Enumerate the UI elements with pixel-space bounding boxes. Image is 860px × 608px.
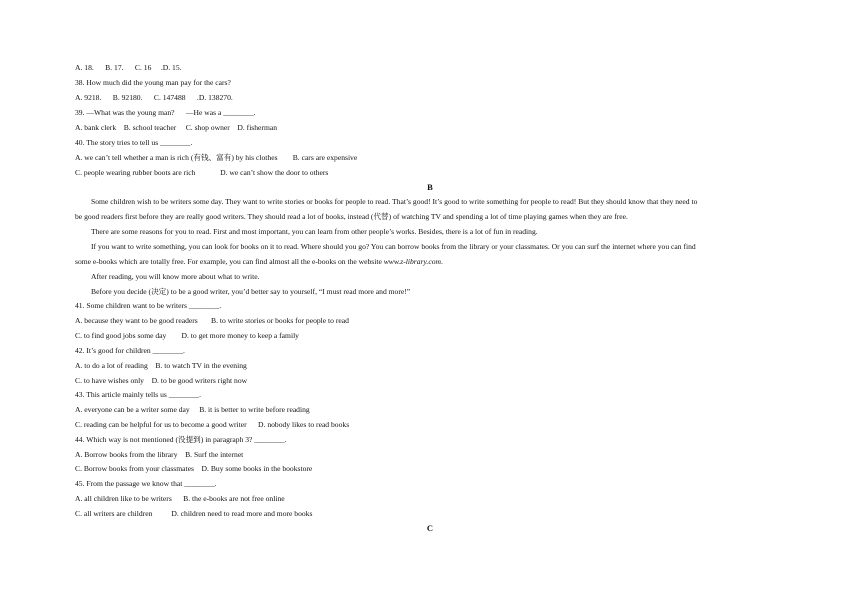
q44-options-cd: C. Borrow books from your classmates D. Buy some books in the bookstore [75, 464, 313, 473]
q43-options-cd: C. reading can be helpful for us to become a good writer D. nobody likes to read books [75, 420, 350, 429]
q39-stem: 39. —What was the young man? —He was a ________. [75, 108, 256, 117]
q41-options-cd: C. to find good jobs some day D. to get more money to keep a family [75, 331, 299, 340]
passage-p3-line2 [75, 257, 443, 267]
q41-options-ab: A. because they want to be good readers B. to write stories or books for people to read [75, 316, 349, 325]
q42-options-cd: C. to have wishes only D. to be good writers right now [75, 376, 248, 385]
q43-stem: 43. This article mainly tells us ________. [75, 390, 201, 399]
q44-stem: 44. Which way is not mentioned (没提到) in paragraph 3? ________. [75, 435, 287, 444]
passage-p3-line2-text: some e-books which are totally free. For example, you can find almost all the e-books on the website [75, 257, 384, 266]
q45-options-cd: C. all writers are children D. children need to read more and more books [75, 509, 313, 518]
passage-p1-line1: Some children wish to be writers some day. They want to write stories or books for people to read. That’s good! It’s good to write something for people to read! But they should know that they need to [91, 197, 698, 206]
q43-options-ab: A. everyone can be a writer some day B. it is better to write before reading [75, 405, 310, 414]
q45-stem: 45. From the passage we know that ________. [75, 479, 217, 488]
website-link: www.z-library.com [383, 257, 441, 266]
q39-options: A. bank clerk B. school teacher C. shop owner D. fisherman [75, 123, 278, 132]
q40-options-ab: A. we can’t tell whether a man is rich (有钱、富有) by his clothes B. cars are expensive [75, 153, 358, 162]
passage-p3-line2-end: . [440, 257, 443, 266]
section-c-heading: C [426, 523, 434, 533]
q40-stem: 40. The story tries to tell us ________. [75, 138, 193, 147]
q42-options-ab: A. to do a lot of reading B. to watch TV in the evening [75, 361, 247, 370]
passage-p3-line1: If you want to write something, you can look for books on it to read. Where should you go? You can borrow books from the library or your classmates. Or you can surf the internet where you can find [91, 242, 696, 251]
q45-options-ab: A. all children like to be writers B. the e-books are not free online [75, 494, 285, 503]
passage-p4: After reading, you will know more about what to write. [91, 272, 260, 281]
q42-stem: 42. It’s good for children ________. [75, 346, 185, 355]
passage-p2: There are some reasons for you to read. First and most important, you can learn from other people’s works. Besides, there is a lot of fun in reading. [91, 227, 538, 236]
q38-options: A. 9218. B. 92180. C. 147488 .D. 138270. [75, 93, 233, 102]
q38-stem: 38. How much did the young man pay for the cars? [75, 78, 231, 87]
passage-p1-line2: be good readers first before they are really good writers. They should read a lot of books, instead (代替) of watching TV and spending a lot of time playing games when they are free. [75, 212, 628, 221]
passage-p5: Before you decide (决定) to be a good writer, you’d better say to yourself, “I must read more and more!” [91, 287, 411, 296]
q37-options: A. 18. B. 17. C. 16 .D. 15. [75, 63, 182, 72]
q40-options-cd: C. people wearing rubber boots are rich D. we can’t show the door to others [75, 168, 329, 177]
section-b-heading: B [427, 182, 433, 192]
q41-stem: 41. Some children want to be writers ________. [75, 301, 222, 310]
q44-options-ab: A. Borrow books from the library B. Surf the internet [75, 450, 244, 459]
